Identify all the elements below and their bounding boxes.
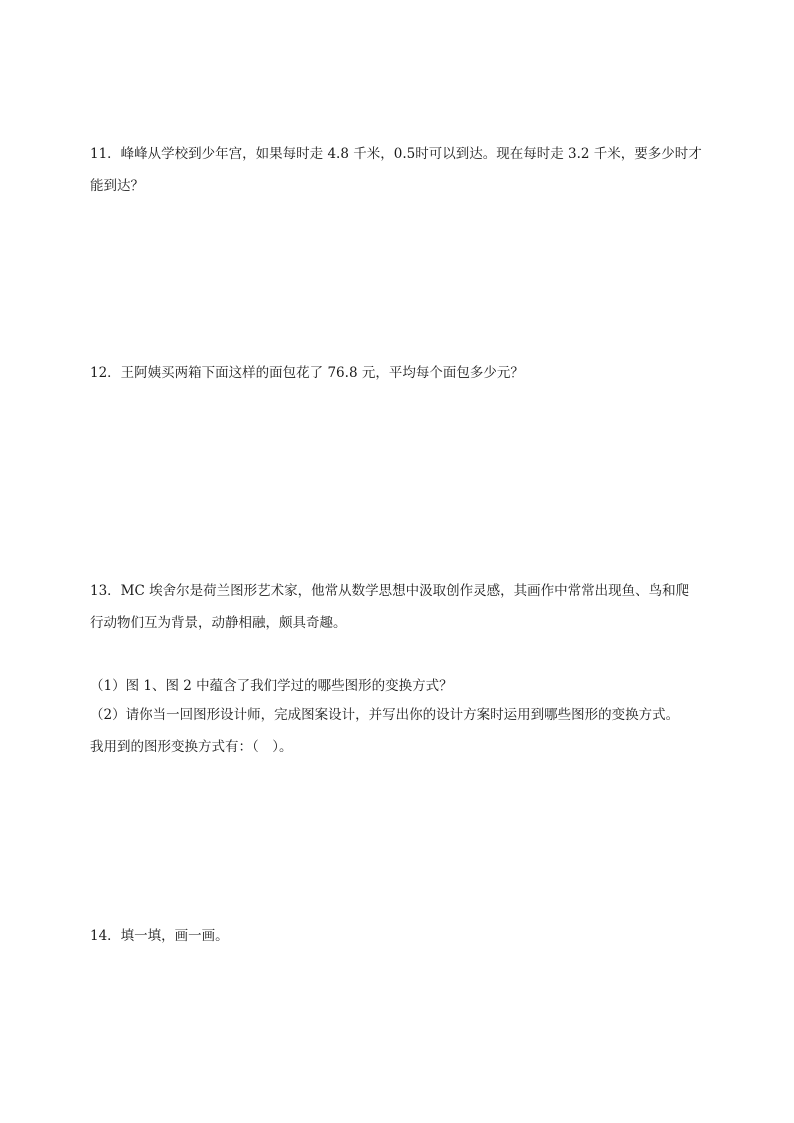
question-13-sub-1: （1）图 1、图 2 中蕴含了我们学过的哪些图形的变换方式？ [90,678,453,694]
question-13-line-1: 13．MC 埃舍尔是荷兰图形艺术家，他常从数学思想中汲取创作灵感，其画作中常常出现鱼、鸟和爬 [90,583,690,599]
question-14-line-1: 14．填一填，画一画。 [90,928,229,944]
question-11-line-1: 11．峰峰从学校到少年宫，如果每时走 4.8 千米，0.5时可以到达。现在每时走 3.2 千米，要多少时才 [90,146,702,162]
question-13-sub-2: （2）请你当一回图形设计师，完成图案设计，并写出你的设计方案时运用到哪些图形的变换方式。 [90,707,680,723]
question-12-line-1: 12．王阿姨买两箱下面这样的面包花了 76.8 元，平均每个面包多少元？ [90,365,524,381]
question-13-line-2: 行动物们互为背景，动静相融，颇具奇趣。 [90,615,347,631]
question-13-answer-line: 我用到的图形变换方式有：（ ）。 [90,739,293,755]
question-11-line-2: 能到达？ [90,178,144,194]
